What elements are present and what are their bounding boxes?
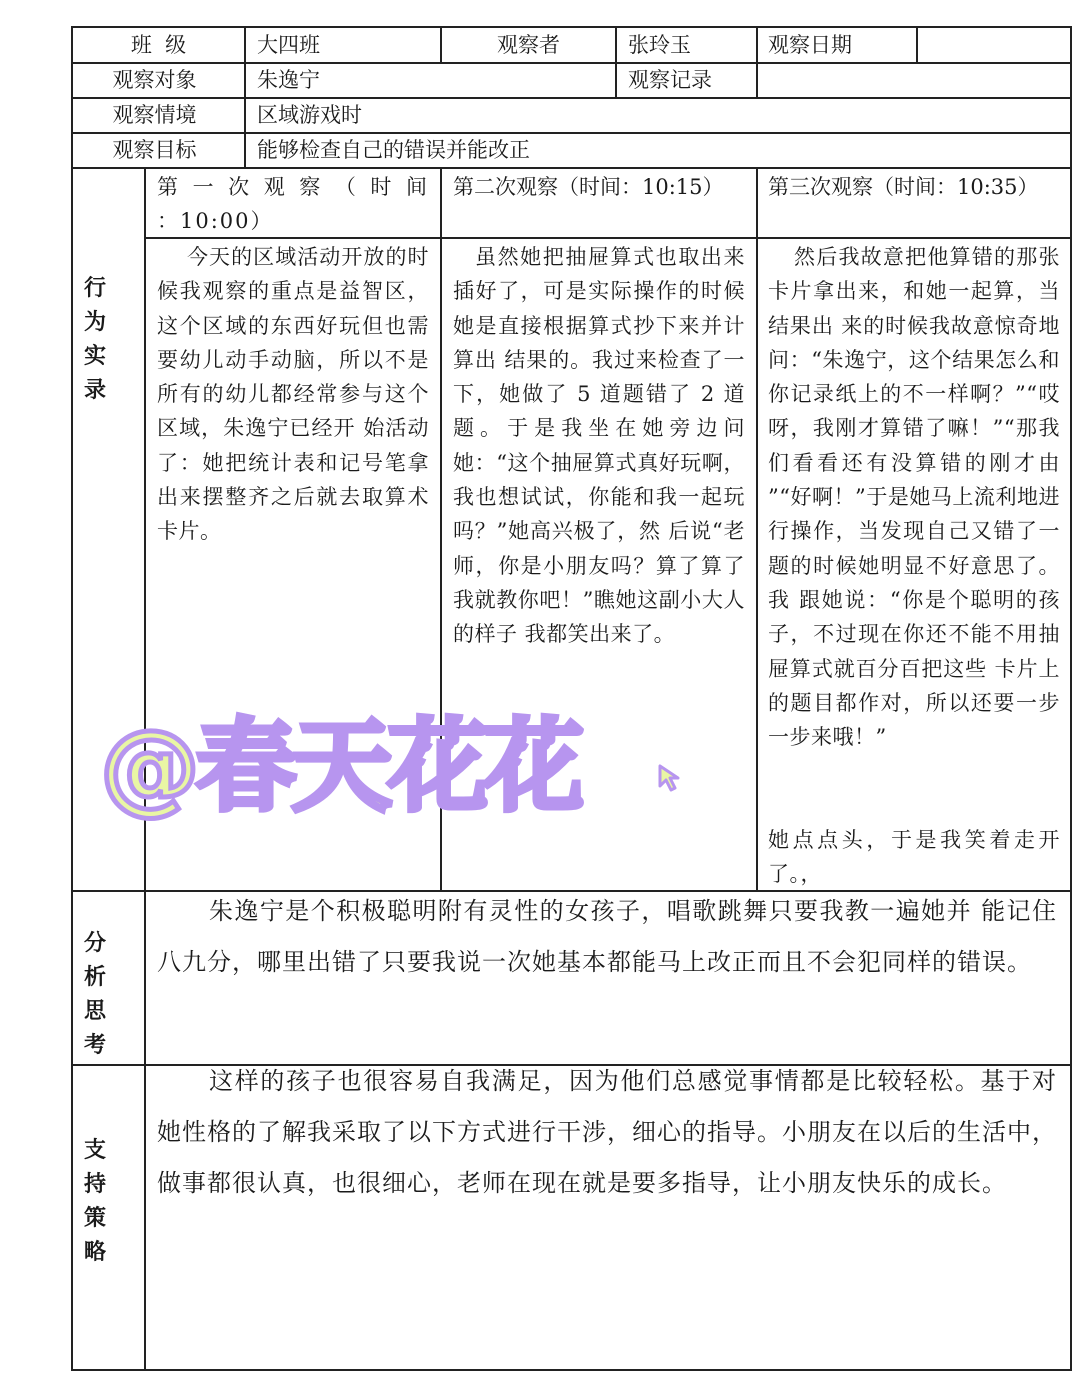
observer-value: 张玲玉 bbox=[628, 33, 691, 57]
table-border-left bbox=[71, 26, 73, 1371]
col-line bbox=[916, 26, 918, 64]
table-border-right bbox=[1070, 26, 1072, 1371]
behavior-section-label bbox=[80, 272, 110, 408]
label-char: 思 bbox=[83, 999, 106, 1024]
label-char: 策 bbox=[83, 1206, 106, 1231]
col-line bbox=[756, 167, 758, 892]
class-value: 大四班 bbox=[257, 33, 320, 57]
context-label: 观察情境 bbox=[112, 103, 197, 127]
goal-label: 观察目标 bbox=[112, 138, 197, 162]
subject-value: 朱逸宁 bbox=[257, 68, 320, 92]
support-text: 这样的孩子也很容易自我满足，因为他们总感觉事情都是比较轻松。基于对她性格的了解我采取了以下方式进行干涉，细心的指导。小朋友在以后的生活中，做事都很认真，也很细心，老师在现在就是要多指导，让小朋友快乐的成长。 bbox=[157, 1067, 1057, 1197]
context-value: 区域游戏时 bbox=[257, 103, 362, 127]
label-char: 考 bbox=[83, 1033, 106, 1058]
col-line bbox=[756, 26, 758, 99]
subject-label: 观察对象 bbox=[112, 68, 197, 92]
label-char: 行 bbox=[83, 276, 106, 301]
obs2-title: 第二次观察（时间：10:15） bbox=[453, 175, 724, 199]
support-section-label bbox=[80, 1134, 110, 1270]
date-label: 观察日期 bbox=[768, 33, 852, 57]
obs3-title: 第三次观察（时间：10:35） bbox=[768, 175, 1039, 199]
obs2-text: 虽然她把抽屉算式也取出来插好了，可是实际操作的时候她是直接根据算式抄下来并计算出 结果的。我过来检查了一下，她做了 5 道题错了 2 道题。于是我坐在她旁边问她：“这个抽屉算式真好玩啊，我也想试试，你能和我一起玩吗？”她高兴极了，然 后说“老师，你是小朋友吗？算了算了我就教你吧！”瞧她这副小大人的样子 我都笑出来了。 bbox=[453, 245, 745, 647]
row-line bbox=[71, 167, 1072, 169]
observer-label: 观察者 bbox=[497, 33, 560, 57]
obs3-text-ending: 她点点头，于是我笑着走开了。， bbox=[768, 828, 1060, 887]
label-char: 支 bbox=[83, 1138, 106, 1163]
goal-value: 能够检查自己的错误并能改正 bbox=[257, 138, 530, 162]
obs1-title: 第 一 次 观 察 （ 时 间 ：10:00） bbox=[157, 175, 429, 234]
table-border-bottom bbox=[71, 1369, 1072, 1371]
label-char: 析 bbox=[83, 965, 106, 990]
analysis-section-label bbox=[80, 927, 110, 1063]
watermark-text: @春天花花 bbox=[100, 708, 580, 825]
label-char: 实 bbox=[83, 344, 106, 369]
obs1-text: 今天的区域活动开放的时候我观察的重点是益智区，这个区域的东西好玩但也需要幼儿动手动脑，所以不是所有的幼儿都经常参与这个区域，朱逸宁已经开 始活动了：她把统计表和记号笔拿出来摆整齐之后就去取算术卡片。 bbox=[157, 245, 429, 544]
col-line bbox=[244, 26, 246, 169]
analysis-text: 朱逸宁是个积极聪明附有灵性的女孩子，唱歌跳舞只要我教一遍她并 能记住八九分，哪里出错了只要我说一次她基本都能马上改正而且不会犯同样的错误。 bbox=[157, 897, 1057, 976]
obs3-text: 然后我故意把他算错的那张卡片拿出来，和她一起算，当结果出 来的时候我故意惊奇地问：“朱逸宁，这个结果怎么和你记录纸上的不一样啊？”“哎呀，我刚才算错了嘛！”“那我们看看还有没算错的刚才由 ”“好啊！”于是她马上流利地进行操作，当发现自己又错了一题的时候她明显不好意思了。我 跟她说：“你是个聪明的孩子，不过现在你还不能不用抽屉算式就百分百把这些 卡片上的题目都作对，所以还要一步一步来哦！” bbox=[768, 245, 1060, 750]
label-char: 略 bbox=[83, 1240, 106, 1265]
label-char: 录 bbox=[83, 378, 106, 403]
label-char: 分 bbox=[83, 931, 106, 956]
col-line bbox=[615, 26, 617, 99]
label-char: 持 bbox=[83, 1172, 106, 1197]
label-char: 为 bbox=[83, 310, 106, 335]
class-label: 班 级 bbox=[130, 33, 187, 57]
cursor-arrow-icon bbox=[656, 762, 688, 794]
record-label: 观察记录 bbox=[628, 68, 712, 92]
